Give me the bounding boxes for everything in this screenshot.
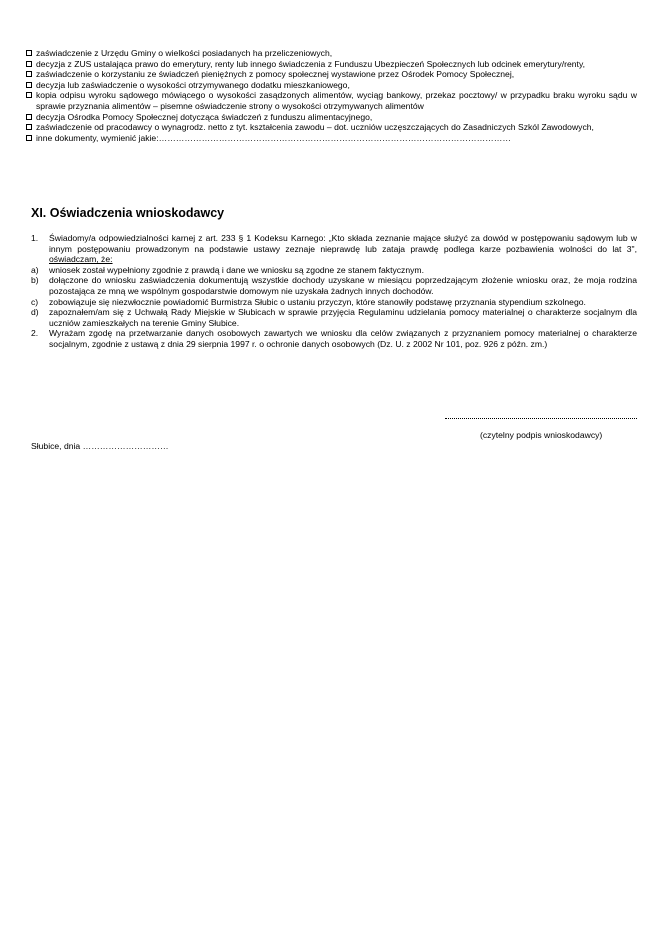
declaration-subitem — [31, 275, 637, 296]
checklist-item — [31, 48, 637, 59]
declare-phrase: oświadczam, że: — [49, 254, 113, 265]
checkbox[interactable] — [26, 71, 32, 77]
subitem-text: zobowiązuje się niezwłocznie powiadomić Burmistrza Słubic o ustaniu przyczyn, które stanowiły podstawę przyznania stypendium szkolnego. — [49, 296, 586, 307]
declaration-subitem — [31, 265, 637, 276]
checklist-item-label: decyzja lub zaświadczenie o wysokości otrzymywanego dodatku mieszkaniowego, — [36, 79, 350, 90]
checklist-item — [31, 59, 637, 70]
subitem-marker: c) — [31, 296, 39, 307]
section-title: XI. Oświadczenia wnioskodawcy — [31, 206, 225, 220]
declaration-item — [31, 233, 637, 265]
checklist-item-label: zaświadczenie z Urzędu Gminy o wielkości posiadanych ha przeliczeniowych, — [36, 48, 333, 58]
checklist-item-label: decyzja Ośrodka Pomocy Społecznej dotycząca świadczeń z funduszu alimentacyjnego, — [36, 111, 373, 122]
checklist-item-label: kopia odpisu wyroku sądowego mówiącego o wysokości zasądzonych alimentów, wyciąg bankowy, przekaz pocztowy/ w przypadku braku wyroku sądu w sprawie przyznania alimentów – pisemne oświadczenie strony o wysokości otrzymywanych alimentów — [36, 90, 637, 111]
checkbox[interactable] — [26, 124, 32, 130]
declaration-subitem — [31, 307, 637, 328]
signature-caption: (czytelny podpis wnioskodawcy) — [480, 430, 603, 440]
signature-line[interactable] — [445, 418, 637, 419]
attachments-checklist — [31, 48, 637, 143]
checklist-item — [31, 133, 637, 144]
checklist-item — [31, 80, 637, 91]
checklist-item — [31, 122, 637, 133]
place-date-field: Słubice, dnia ………………………… — [31, 441, 169, 451]
checklist-item-label: inne dokumenty, wymienić jakie:…………………………………………………………………………………………………………… — [36, 132, 511, 143]
subitem-text: zapoznałem/am się z Uchwałą Rady Miejskie w Słubicach w sprawie przyjęcia Regulaminu udzielania pomocy materialnej o charakterze socjalnym dla uczniów zamieszkałych na terenie Gminy Słubice. — [49, 307, 637, 328]
declaration-subitem — [31, 297, 637, 308]
checklist-item — [31, 112, 637, 123]
checkbox[interactable] — [26, 50, 32, 56]
checklist-item — [31, 69, 637, 80]
checkbox[interactable] — [26, 82, 32, 88]
checklist-item-label: zaświadczenie od pracodawcy o wynagrodz. netto z tyt. kształcenia zawodu – dot. uczniów uczęszczających do Zasadniczych Szkól Zawodowych, — [36, 122, 594, 133]
declaration-text: Wyrażam zgodę na przetwarzanie danych osobowych zawartych we wniosku dla celów związanych z przyznaniem pomocy materialnej o charakterze socjalnym, zgodnie z ustawą z dnia 29 sierpnia 1997 r. o ochronie danych osobowych (Dz. U. z 2002 Nr 101, poz. 926 z późn. zm.) — [49, 328, 637, 349]
subitem-marker: a) — [31, 264, 39, 275]
subitem-marker: b) — [31, 275, 39, 286]
checkbox[interactable] — [26, 135, 32, 141]
subitem-marker: d) — [31, 307, 39, 318]
checklist-item-label: zaświadczenie o korzystaniu ze świadczeń pieniężnych z pomocy społecznej wystawione przez Ośrodek Pomocy Społecznej, — [36, 69, 515, 80]
checkbox[interactable] — [26, 114, 32, 120]
subitem-text: wniosek został wypełniony zgodnie z prawdą i dane we wniosku są zgodne ze stanem faktycznym. — [49, 264, 424, 275]
item-number: 1. — [31, 233, 39, 243]
checklist-item-label: decyzja z ZUS ustalająca prawo do emerytury, renty lub innego świadczenia z Funduszu Ubezpieczeń Społecznych lub odcinek emerytury/renty, — [36, 58, 585, 69]
item-number: 2. — [31, 328, 39, 339]
subitem-text: dołączone do wniosku zaświadczenia dokumentują wszystkie dochody uzyskane w miesiącu poprzedzającym złożenie wniosku oraz, że moja rodzina pozostająca ze mną we wspólnym gospodarstwie domowym nie uzyskała żadnych innych dochodów. — [49, 275, 637, 296]
declaration-item — [31, 328, 637, 349]
declaration-text: Świadomy/a odpowiedzialności karnej z art. 233 § 1 Kodeksu Karnego: „Kto składa zeznanie mające służyć za dowód w postępowaniu sądowym lub w innym postępowaniu prowadzonym na podstawie ustawy zeznaje nieprawdę lub zataja prawdę podlega karze pozbawienia wolności do lat 3", — [49, 233, 637, 254]
checklist-item — [31, 90, 637, 111]
checkbox[interactable] — [26, 61, 32, 67]
declarations-list — [31, 233, 637, 350]
checkbox[interactable] — [26, 92, 32, 98]
